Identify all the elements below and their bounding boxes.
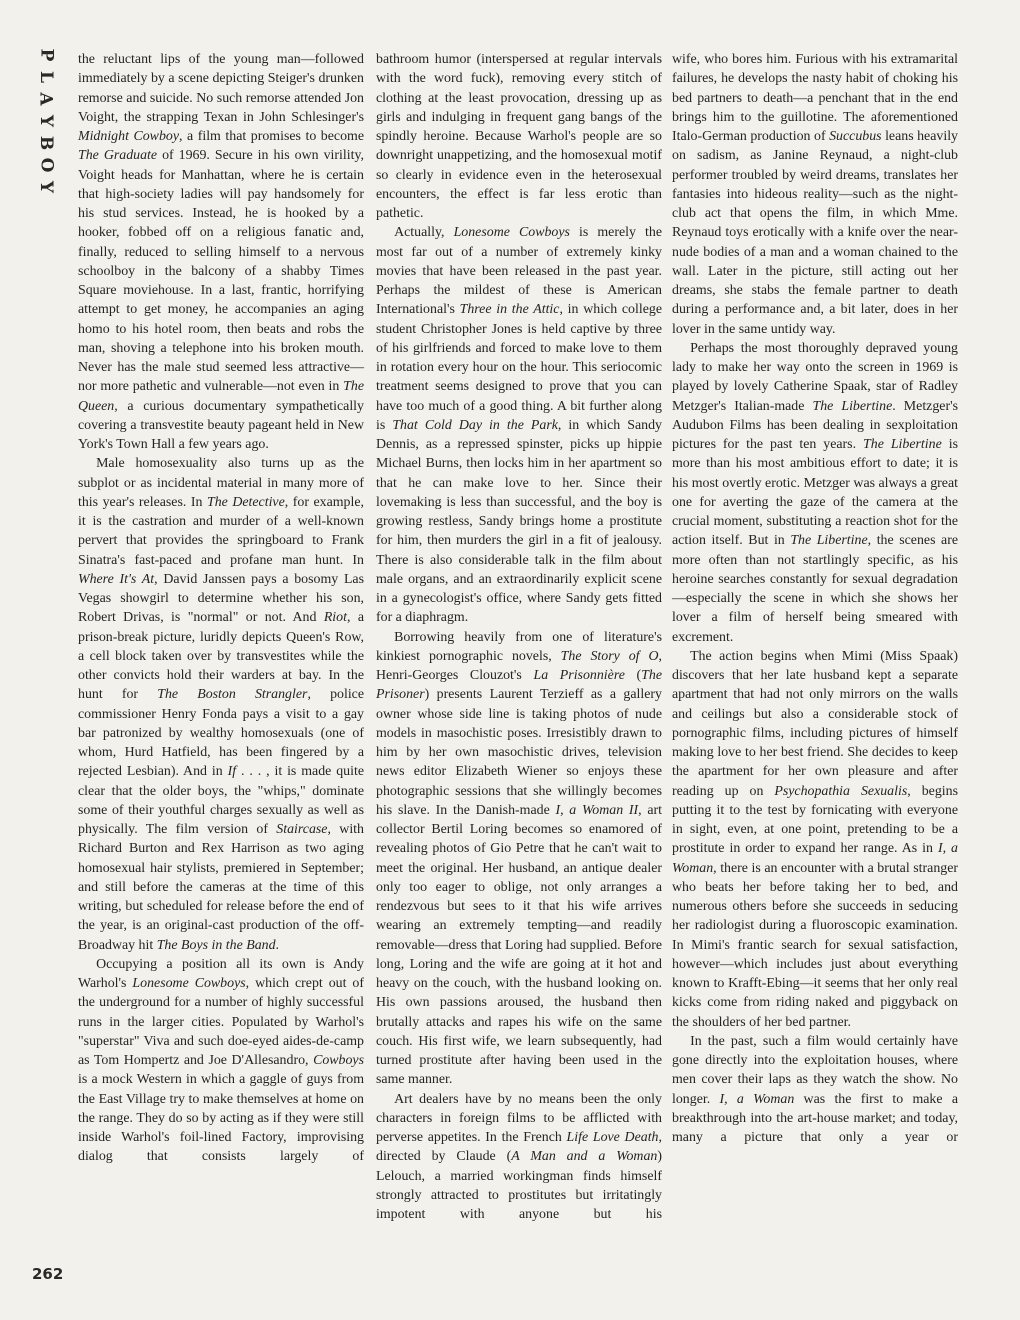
text-column-1 xyxy=(78,50,364,1167)
masthead-letter: L xyxy=(35,71,56,83)
article-paragraph: Borrowing heavily from one of literature's kinkiest pornographic novels, The Story of O, Henri-Georges Clouzot's La Prisonnière (The Prisoner) presents Laurent Terzieff as a gallery owner whose side line is taking photos of nude models in masochistic poses. Irresistibly drawn to him by her own masochistic drives, television news editor Elizabeth Wiener so enjoys these photographic sessions that she willingly becomes his slave. In the Danish-made I, a Woman II, art collector Bertil Loring becomes so enamored of revealing photos of Gio Petre that he can't wait to meet the original. Her husband, an antique dealer only too eager to oblige, not only arranges a rendezvous but sees to it that his wife arrives wearing an extremely tempting—and readily removable—dress that Loring had supplied. Before long, Loring and the wife are going at it hot and heavy on the couch, with the husband looking on. His own passions aroused, the husband then brutally attacks and rapes his wife on the same couch. His first wife, we learn subsequently, had turned prostitute after having been used in the same manner. xyxy=(376,629,662,1088)
text-column-2 xyxy=(376,50,662,1224)
masthead-playboy xyxy=(28,44,64,198)
article-paragraph: Male homosexuality also turns up as the subplot or as incidental material in many more of this year's releases. In The Detective, for example, it is the castration and murder of a well-known pervert that provides the springboard to Frank Sinatra's fast-paced and profane man hunt. In Where It's At, David Janssen pays a bosomy Las Vegas showgirl to determine whether his son, Robert Drivas, is "normal" or not. And Riot, a prison-break picture, luridly depicts Queen's Row, a cell block taken over by transvestites while the other convicts hold their warders at bay. In the hunt for The Boston Strangler, police commissioner Henry Fonda pays a visit to a gay bar patronized by wealthy homosexuals (one of whom, Hurd Hatfield, has been fingered by a rejected Lesbian). And in If . . . , it is made quite clear that the older boys, the "whips," dominate some of their youthful charges sexually as well as physically. The film version of Staircase, with Richard Burton and Rex Harrison as two aging homosexual hair stylists, premiered in September; and still before the cameras at the time of this writing, but scheduled for release before the end of the year, is an original-cast production of the off-Broadway hit The Boys in the Band. xyxy=(78,456,365,953)
masthead-letter: O xyxy=(36,157,56,173)
masthead-letter: Y xyxy=(35,114,56,128)
article-paragraph: In the past, such a film would certainly have gone directly into the exploitation houses, where men cover their laps as they watch the show. No longer. I, a Woman was the first to make a breakthrough into the art-house market; and today, many a picture that only a year or xyxy=(672,1033,958,1145)
article-paragraph: Occupying a position all its own is Andy Warhol's Lonesome Cowboys, which crept out of the underground for a number of highly successful runs in the larger cities. Populated by Warhol's "superstar" Viva and such doe-eyed aides-de-camp as Tom Hompertz and Joe D'Allesandro, Cowboys is a mock Western in which a gaggle of guys from the East Village try to make themselves at home on the range. They do so by acting as if they were still inside Warhol's foil-lined Factory, improvising dialog that consists largely of xyxy=(78,956,364,1165)
masthead-letter: Y xyxy=(35,180,56,194)
article-paragraph: wife, who bores him. Furious with his extramarital failures, he develops the nasty habit of choking his bed partners to death—a penchant that in the end brings him to the guillotine. The aforementioned Italo-German production of Succubus leans heavily on sadism, as Janine Reynaud, a night-club performer troubled by weird dreams, translates her fantasies into hideous reality—such as the night-club act that opens the film, in which Mme. Reynaud toys erotically with a knife over the near-nude bodies of a man and a woman chained to the wall. Later in the picture, still acting out her dreams, she stabs the female partner to death during a performance and, a bit later, does in her lover in the same untidy way. xyxy=(672,52,958,337)
article-paragraph: The action begins when Mimi (Miss Spaak) discovers that her late husband kept a separate apartment that had not only mirrors on the walls and ceilings but also a considerable stock of pornographic films, including pictures of himself making love to her best friend. She decides to keep the apartment for her own pleasure and after reading up on Psychopathia Sexualis, begins putting it to the test by fornicating with everyone in sight, even, at one point, pretending to be a prostitute in order to expand her range. As in I, a Woman, there is an encounter with a brutal stranger who beats her before taking her to bed, and numerous others before she succeeds in seducing her radiologist during a fluoroscopic examination. In Mimi's frantic search for sexual satisfaction, however—which includes just about everything known to Krafft-Ebing—it seems that her only real kicks come from riding naked and piggyback on the shoulders of her bed partner. xyxy=(672,648,958,1030)
page-number: 262 xyxy=(32,1265,64,1283)
article-paragraph: the reluctant lips of the young man—followed immediately by a scene depicting Steiger's drunken remorse and suicide. No such remorse attended Jon Voight, the strapping Texan in John Schlesinger's Midnight Cowboy, a film that promises to become The Graduate of 1969. Secure in his own virility, Voight heads for Manhattan, where he is certain that high-society ladies will pay handsomely for his stud services. Instead, he is hooked by a hooker, fobbed off on a religious fanatic and, finally, reduced to selling himself to a nervous schoolboy in the balcony of a shabby Times Square moviehouse. In a last, frantic, horrifying attempt to get money, he accompanies an aging homo to his hotel room, then beats and robs the man, shoving a telephone into his broken mouth. Never has the male stud seemed less attractive—nor more pathetic and vulnerable—not even in The Queen, a curious documentary sympathetically covering a transvestite beauty pageant held in New York's Town Hall a few years ago. xyxy=(78,52,364,452)
article-paragraph: Art dealers have by no means been the only characters in foreign films to be afflicted with perverse appetites. In the French Life Love Death, directed by Claude (A Man and a Woman) Lelouch, a married workingman finds himself strongly attracted to prostitutes but irritatingly impotent with anyone but his xyxy=(376,1091,662,1222)
masthead-letter: B xyxy=(36,135,56,151)
article-paragraph: Perhaps the most thoroughly depraved young lady to make her way onto the screen in 1969 is played by lovely Catherine Spaak, star of Radley Metzger's Italian-made The Libertine. Metzger's Audubon Films has been dealing in sexploitation pictures for the past ten years. The Libertine is more than his most ambitious effort to date; it is his most overtly erotic. Metzger was always a great one for averting the gaze of the camera at the crucial moment, substituting a reaction shot for the action itself. But in The Libertine, the scenes are more often than not startlingly specific, as his heroine searches constantly for sexual degradation—especially the scene in which she shows her lover a film of herself being smeared with excrement. xyxy=(672,340,958,645)
masthead-letter: A xyxy=(35,92,56,106)
text-column-3 xyxy=(672,50,958,1147)
article-paragraph: bathroom humor (interspersed at regular intervals with the word fuck), removing every stitch of clothing at the least provocation, dressing up as girls and indulging in frequent gang bangs of the spindly heroine. Because Warhol's people are so downright unappetizing, and the homosexual motif so clearly in evidence even in the heterosexual encounters, the effect is far less erotic than pathetic. xyxy=(376,52,662,221)
article-paragraph: Actually, Lonesome Cowboys is merely the most far out of a number of extremely kinky movies that have been released in the past year. Perhaps the mildest of these is American International's Three in the Attic, in which college student Christopher Jones is held captive by three of his girlfriends and forced to make love to them in rotation every hour on the hour. This seriocomic treatment seems designed to prove that you can have too much of a good thing. A bit further along is That Cold Day in the Park, in which Sandy Dennis, as a repressed spinster, picks up hippie Michael Burns, then locks him in her apartment so that he can make love to her. Since their lovemaking is less than successful, and the boy is growing restless, Sandy brings home a prostitute for him, then murders the girl in a fit of jealousy. There is also considerable talk in the film about male organs, and an extraordinarily explicit scene in a gynecologist's office, where Sandy gets fitted for a diaphragm. xyxy=(376,225,662,626)
masthead-letter: P xyxy=(35,48,56,62)
